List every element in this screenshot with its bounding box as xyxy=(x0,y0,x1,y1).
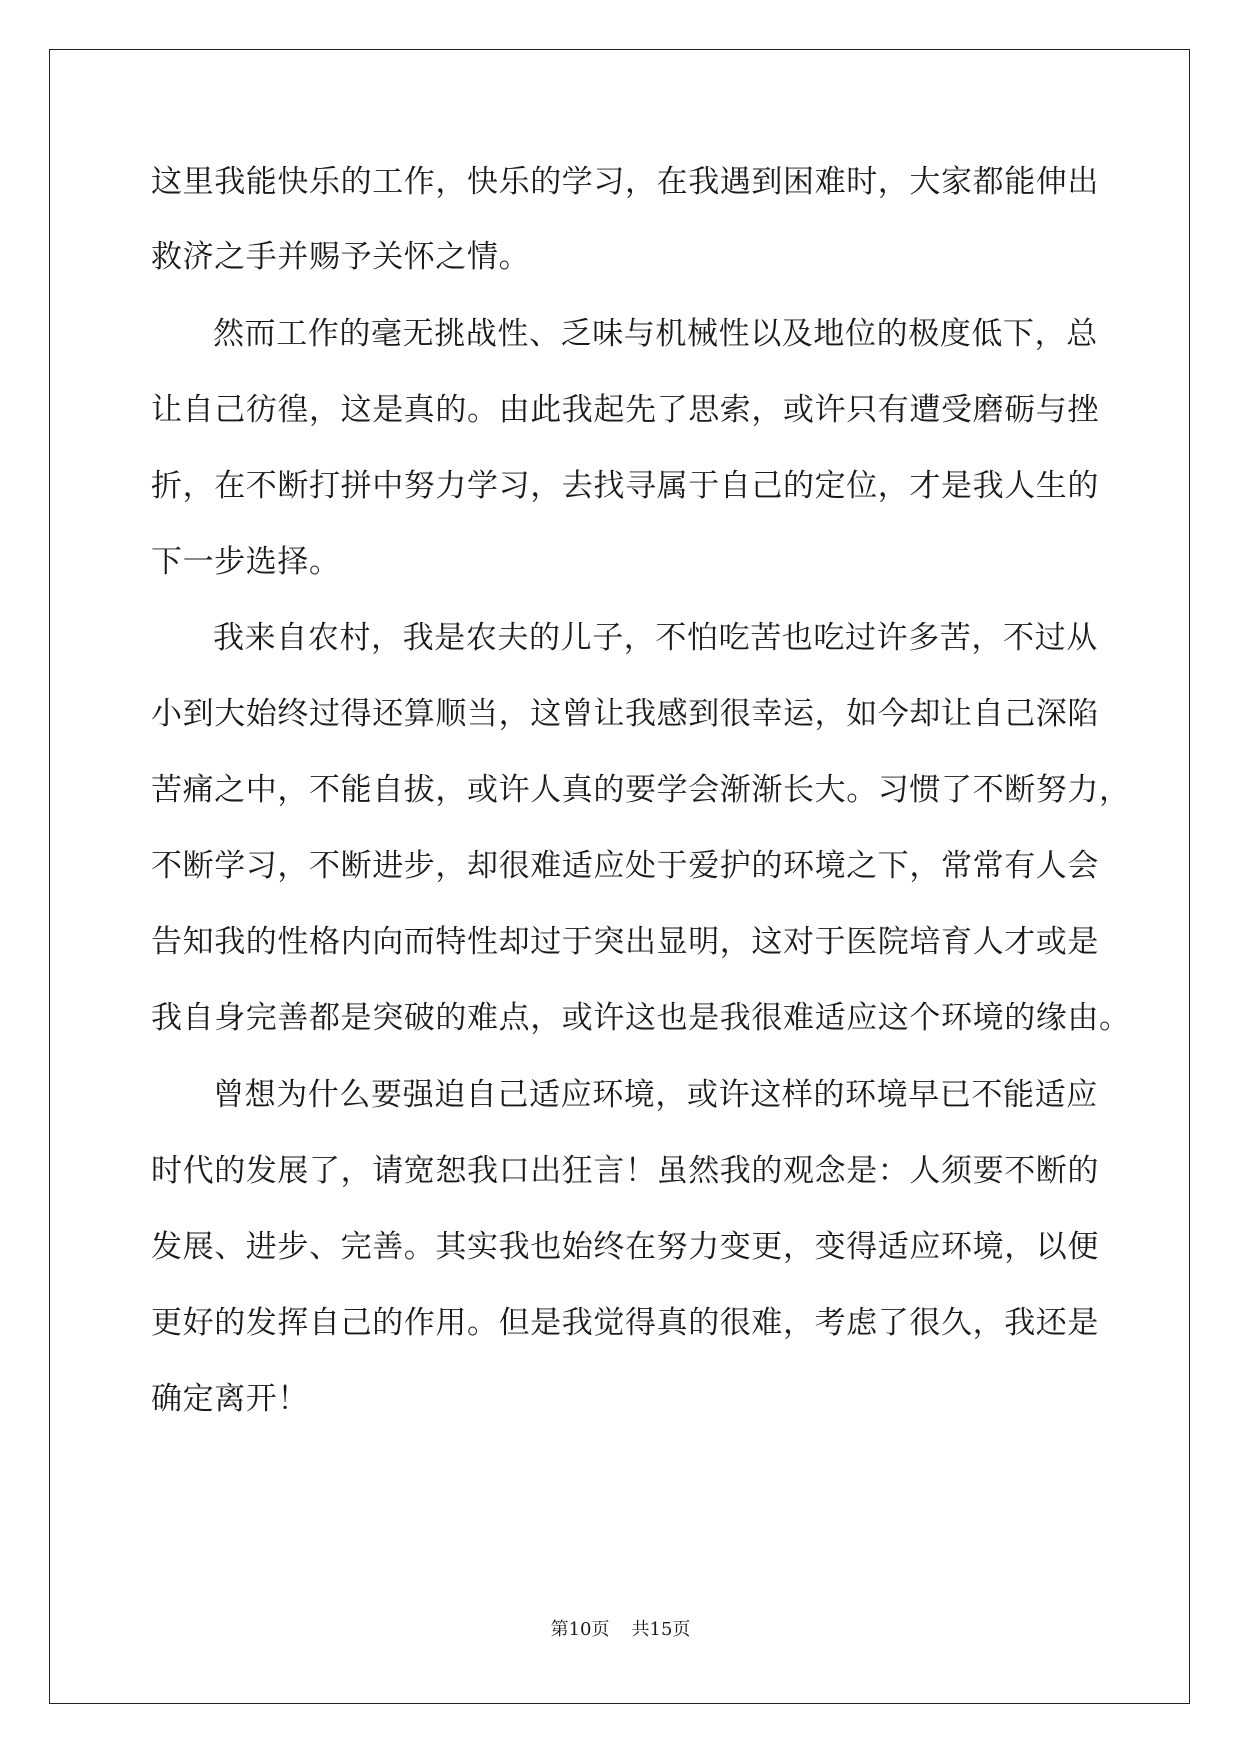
text-line-2: 救济之手并赐予关怀之情。 xyxy=(151,239,531,275)
page-number: 第10页 xyxy=(550,1619,610,1640)
text-line-5: 折，在不断打拼中努力学习，去找寻属于自己的定位，才是我人生的 xyxy=(151,468,1099,504)
text-line-16: 更好的发挥自己的作用。但是我觉得真的很难，考虑了很久，我还是 xyxy=(151,1305,1099,1341)
text-line-10: 不断学习，不断进步，却很难适应处于爱护的环境之下，常常有人会 xyxy=(151,848,1099,884)
page-total: 共15页 xyxy=(631,1619,691,1640)
text-line-6: 下一步选择。 xyxy=(151,544,341,580)
text-line-12: 我自身完善都是突破的难点，或许这也是我很难适应这个环境的缘由。 xyxy=(151,1000,1131,1036)
paragraph-3-line-1: 我来自农村，我是农夫的儿子，不怕吃苦也吃过许多苦，不过从 xyxy=(213,620,1098,656)
text-line-11: 告知我的性格内向而特性却过于突出显明，这对于医院培育人才或是 xyxy=(151,924,1099,960)
text-line-8: 小到大始终过得还算顺当，这曾让我感到很幸运，如今却让自己深陷 xyxy=(151,696,1099,732)
text-line-17: 确定离开！ xyxy=(151,1381,309,1417)
text-line-1: 这里我能快乐的工作，快乐的学习，在我遇到困难时，大家都能伸出 xyxy=(151,164,1099,200)
paragraph-2-line-1: 然而工作的毫无挑战性、乏味与机械性以及地位的极度低下，总 xyxy=(213,316,1098,352)
page-footer xyxy=(0,1618,1241,1642)
text-line-9: 苦痛之中，不能自拔，或许人真的要学会渐渐长大。习惯了不断努力， xyxy=(151,772,1131,808)
text-line-15: 发展、进步、完善。其实我也始终在努力变更，变得适应环境，以便 xyxy=(151,1229,1099,1265)
text-line-4: 让自己彷徨，这是真的。由此我起先了思索，或许只有遭受磨砺与挫 xyxy=(151,392,1099,428)
paragraph-4-line-1: 曾想为什么要强迫自己适应环境，或许这样的环境早已不能适应 xyxy=(213,1077,1098,1113)
text-line-14: 时代的发展了，请宽恕我口出狂言！虽然我的观念是：人须要不断的 xyxy=(151,1153,1099,1189)
